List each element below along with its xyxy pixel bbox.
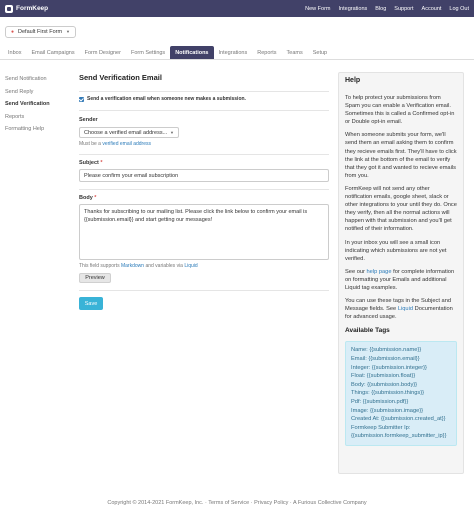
brand-name: FormKeep [16, 5, 49, 12]
sidebar-item-reports[interactable]: Reports [5, 113, 25, 120]
verified-email-link[interactable]: verified email address [102, 141, 151, 147]
required-marker: * [100, 160, 103, 166]
footer-terms-link[interactable]: Terms of Service [208, 500, 250, 506]
tag-item: Name: {{submission.name}} [351, 347, 422, 354]
tag-item: Float: {{submission.float}} [351, 373, 416, 380]
subject-label-row [79, 160, 329, 166]
verification-checkbox[interactable] [79, 97, 84, 102]
help-text: See our [345, 268, 365, 275]
nav-new-form[interactable]: New Form [305, 5, 331, 12]
subject-input[interactable]: Please confirm your email subscription [79, 169, 329, 182]
help-panel [338, 72, 464, 474]
nav-blog[interactable]: Blog [375, 5, 387, 12]
required-marker: * [94, 195, 97, 201]
help-paragraph: In your inbox you will see a small icon indicating which submissions are not yet verified. [345, 239, 447, 262]
tag-item: Formkeep Submitter Ip: [351, 424, 411, 431]
verification-toggle-row [79, 96, 329, 102]
page-title: Send Verification Email [79, 73, 162, 82]
help-text: You can use these tags in the Subject and Message fields. See [345, 298, 452, 313]
form-selector-dropdown[interactable] [5, 26, 76, 38]
tab-form-designer[interactable]: Form Designer [84, 50, 121, 56]
help-paragraph [345, 297, 457, 321]
chevron-down-icon: ▼ [66, 29, 71, 34]
tab-notifications[interactable]: Notifications [170, 46, 213, 59]
tab-integrations[interactable]: Integrations [218, 50, 248, 56]
save-row [79, 297, 329, 310]
notifications-sidebar [5, 73, 71, 136]
body-label: Body [79, 195, 93, 201]
tag-item: Email: {{submission.email}} [351, 355, 420, 362]
preview-button[interactable]: Preview [79, 273, 111, 283]
formkeep-logo-icon [5, 5, 13, 13]
tag-item: Pdf: {{submission.pdf}} [351, 398, 409, 405]
sidebar-item-formatting-help[interactable]: Formatting Help [5, 126, 45, 133]
available-tags-title: Available Tags [345, 327, 390, 335]
tag-item: {{submission.formkeep_submitter_ip}} [351, 433, 447, 440]
sidebar-item-send-notification[interactable]: Send Notification [5, 76, 47, 83]
divider [79, 290, 329, 291]
liquid-docs-link[interactable]: Liquid [397, 306, 413, 313]
body-textarea[interactable]: Thanks for subscribing to our mailing list. Please click the link below to confirm your email is {{submission.email}} and start getting our messages! [79, 204, 329, 260]
help-page-link[interactable]: help page [366, 268, 392, 275]
tag-item: Image: {{submission.image}} [351, 407, 424, 414]
form-selector-value: Default First Form [18, 28, 63, 35]
nav-log-out[interactable]: Log Out [449, 5, 469, 12]
form-selector-bar [0, 17, 474, 46]
form-status-icon: ● [11, 28, 15, 35]
nav-integrations[interactable]: Integrations [338, 5, 368, 12]
nav-account[interactable]: Account [421, 5, 442, 12]
form-tabs [0, 46, 474, 60]
help-text: for complete information on formatting your Emails and additional Liquid tag examples. [345, 268, 455, 291]
top-navbar [0, 0, 474, 17]
sender-help [79, 141, 329, 147]
save-button[interactable]: Save [79, 297, 103, 310]
sender-select[interactable] [79, 127, 179, 138]
page-footer: Copyright © 2014-2021 FormKeep, Inc. · Terms of Service · Privacy Policy · A Furious Collective Company [107, 500, 367, 506]
tab-setup[interactable]: Setup [312, 50, 328, 56]
sidebar-item-send-reply[interactable]: Send Reply [5, 88, 34, 95]
chevron-down-icon: ▼ [170, 130, 174, 135]
footer-company-link[interactable]: A Furious Collective Company [292, 500, 367, 506]
tab-teams[interactable]: Teams [286, 50, 303, 56]
top-nav-links [305, 6, 469, 12]
help-title: Help [345, 77, 361, 84]
divider [79, 189, 329, 190]
available-tags-box [345, 341, 457, 446]
subject-label: Subject [79, 160, 99, 166]
tab-inbox[interactable]: Inbox [8, 50, 22, 56]
verification-checkbox-label: Send a verification email when someone new makes a submission. [87, 96, 246, 102]
tab-email-campaigns[interactable]: Email Campaigns [31, 50, 75, 56]
footer-privacy-link[interactable]: Privacy Policy [254, 500, 289, 506]
body-label-row [79, 195, 329, 201]
body-help-text-middle: and variables via [145, 263, 183, 269]
tag-item: Integer: {{submission.integer}} [351, 364, 427, 371]
markdown-link[interactable]: Markdown [120, 263, 145, 269]
liquid-link[interactable]: Liquid [184, 263, 198, 269]
divider [79, 91, 329, 92]
help-paragraph: When someone submits your form, we'll send them an email asking them to confirm they recieve emails first. They'll have to click the link at the bottom of the email to verify that they got it and wanted to recieve emails from you. [345, 132, 457, 179]
divider [79, 110, 329, 111]
divider [79, 154, 329, 155]
help-paragraph [345, 268, 457, 292]
body-help-text: This field supports [79, 263, 120, 269]
sender-help-text: Must be a [79, 141, 101, 147]
help-text: Documentation for advanced usage. [345, 306, 453, 321]
body-help [79, 263, 329, 269]
tab-form-settings[interactable]: Form Settings [130, 50, 166, 56]
brand-logo[interactable] [5, 5, 48, 13]
verification-form [79, 73, 329, 310]
help-paragraph: To help protect your submissions from Spam you can enable a Verification email. Sometimes this is called a Confirmed opt-in or Double opt-in email. [345, 95, 455, 126]
tag-item: Body: {{submission.body}} [351, 381, 418, 388]
sender-label: Sender [79, 117, 98, 123]
help-paragraph: FormKeep will not send any other notification emails, google sheet, slack or other integrations to your until they do. Once they verify, then all the normal actions will happen with that submission and you'll get notified of their information. [345, 185, 457, 233]
tag-item: Things: {{submission.things}} [351, 390, 425, 397]
nav-support[interactable]: Support [394, 5, 414, 12]
footer-copyright: Copyright © 2014-2021 FormKeep, Inc. [107, 500, 204, 506]
sender-select-value: Choose a verified email address... [84, 129, 168, 136]
tab-reports[interactable]: Reports [257, 50, 277, 56]
sidebar-item-send-verification[interactable]: Send Verification [5, 101, 50, 108]
tag-item: Created At: {{submission.created_at}} [351, 416, 446, 423]
